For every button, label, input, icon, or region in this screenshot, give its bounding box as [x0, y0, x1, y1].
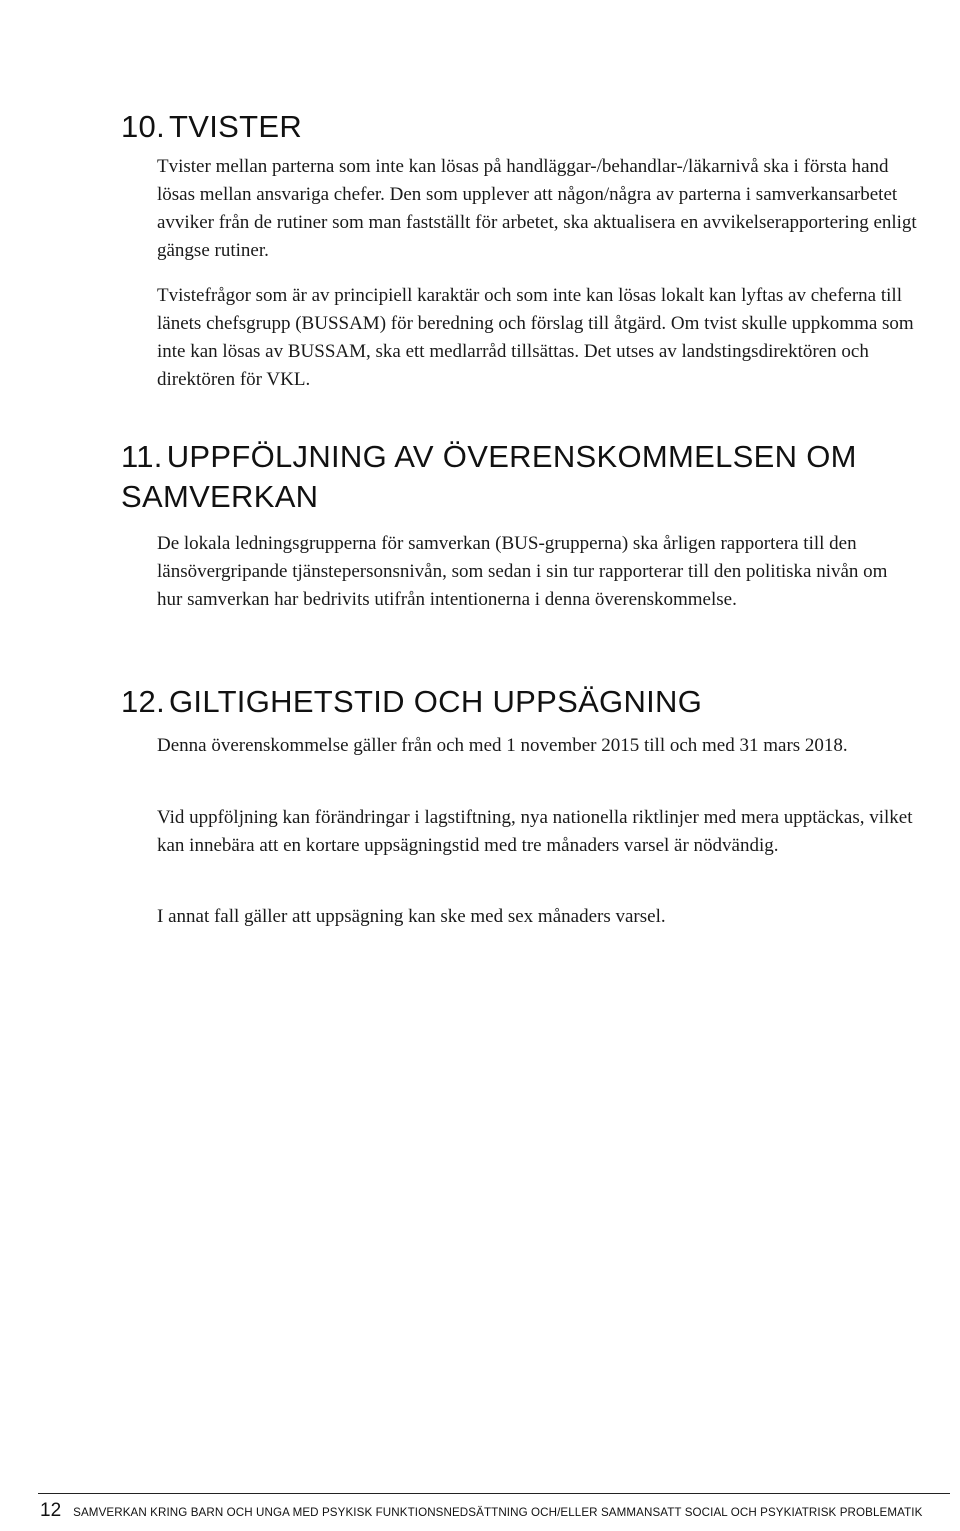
footer-rule	[38, 1493, 950, 1494]
section-12-paragraph-1: Denna överenskommelse gäller från och med 1 november 2015 till och med 31 mars 2018.	[157, 735, 848, 756]
footer-title: SAMVERKAN KRING BARN OCH UNGA MED PSYKISK FUNKTIONSNEDSÄTTNING OCH/ELLER SAMMANSATT SOCIAL OCH PSYKIATRISK PROBLEMATIK	[73, 1506, 923, 1519]
section-12-paragraph-3: I annat fall gäller att uppsägning kan ske med sex månaders varsel.	[157, 906, 666, 927]
section-10-paragraph-1: Tvister mellan parterna som inte kan lösas på handläggar-/behandlar-/läkarnivå ska i första hand lösas mellan ansvariga chefer. Den som upplever att någon/några av parterna i samverkansarbetet avviker från de rutiner som man fastställt för arbetet, ska aktualisera en avvikelserapportering enligt gängse rutiner.	[157, 156, 917, 261]
section-10-paragraph-2: Tvistefrågor som är av principiell karaktär och som inte kan lösas lokalt kan lyftas av cheferna till länets chefsgrupp (BUSSAM) för beredning och förslag till åtgärd. Om tvist skulle uppkomma som inte kan lösas av BUSSAM, ska ett medlarråd tillsättas. Det utses av landstingsdirektören och direktören för VKL.	[157, 285, 914, 390]
section-11-title: UPPFÖLJNING AV ÖVERENSKOMMELSEN OM SAMVERKAN	[121, 439, 857, 514]
section-12-paragraph-2: Vid uppföljning kan förändringar i lagstiftning, nya nationella riktlinjer med mera upptäckas, vilket kan innebära att en kortare uppsägningstid med tre månaders varsel är nödvändig.	[157, 807, 913, 856]
page-number: 12	[40, 1500, 62, 1521]
section-11-paragraph-1: De lokala ledningsgrupperna för samverkan (BUS-grupperna) ska årligen rapportera till den länsövergripande tjänstepersonsnivån, som sedan i sin tur rapporterar till den politiska nivån om hur samverkan har bedrivits utifrån intentionerna i denna överenskommelse.	[157, 533, 888, 610]
section-10-title: TVISTER	[169, 109, 303, 144]
section-10-heading	[121, 107, 302, 147]
section-12-number: 12.	[121, 684, 165, 719]
section-10-number: 10.	[121, 109, 165, 144]
section-11-heading	[121, 437, 881, 517]
page-footer	[40, 1500, 955, 1522]
section-11-number: 11.	[121, 439, 163, 474]
section-12-heading	[121, 682, 702, 722]
section-12-title: GILTIGHETSTID OCH UPPSÄGNING	[169, 684, 703, 719]
